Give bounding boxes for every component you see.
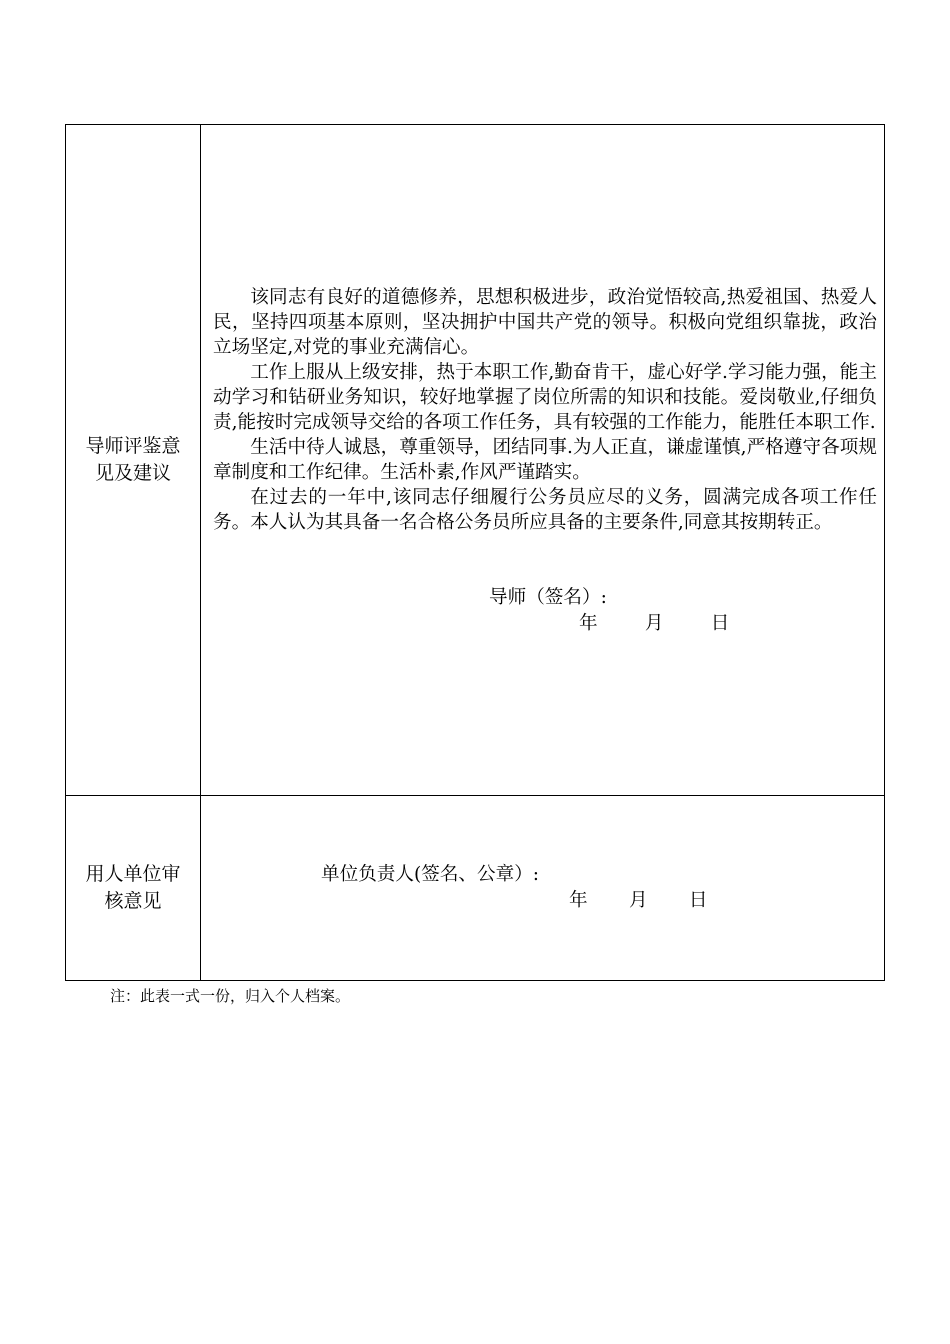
mentor-opinion-label: 导师评鉴意见及建议 (85, 435, 181, 484)
employer-review-label: 用人单位审核意见 (85, 863, 181, 912)
appraisal-form-table (65, 124, 885, 981)
mentor-signature-line: 导师（签名）: (489, 587, 607, 608)
mentor-comment (213, 285, 877, 535)
mentor-date-line: 年 月 日 (579, 613, 730, 634)
comment-paragraph: 生活中待人诚恳，尊重领导，团结同事.为人正直，谦虚谨慎,严格遵守各项规章制度和工作纪律。生活朴素,作风严谨踏实。 (213, 437, 877, 483)
employer-review-label-cell (66, 796, 201, 980)
mentor-opinion-row (66, 125, 884, 796)
comment-paragraph: 在过去的一年中,该同志仔细履行公务员应尽的义务，圆满完成各项工作任务。本人认为其具备一名合格公务员所应具备的主要条件,同意其按期转正。 (213, 487, 877, 533)
employer-review-content-cell (201, 796, 884, 980)
mentor-opinion-label-cell (66, 125, 201, 795)
mentor-opinion-content-cell (201, 125, 884, 795)
employer-review-row (66, 796, 884, 980)
comment-paragraph: 工作上服从上级安排，热于本职工作,勤奋肯干，虚心好学.学习能力强，能主动学习和钻研业务知识，较好地掌握了岗位所需的知识和技能。爱岗敬业,仔细负责,能按时完成领导交给的各项工作任务，具有较强的工作能力，能胜任本职工作. (213, 362, 877, 433)
employer-date-line: 年 月 日 (569, 890, 708, 911)
comment-paragraph: 该同志有良好的道德修养，思想积极进步，政治觉悟较高,热爱祖国、热爱人民，坚持四项基本原则，坚决拥护中国共产党的领导。积极向党组织靠拢，政治立场坚定,对党的事业充满信心。 (213, 287, 877, 358)
employer-signature-line: 单位负责人(签名、公章）: (321, 864, 540, 885)
footnote: 注：此表一式一份，归入个人档案。 (110, 987, 351, 1005)
